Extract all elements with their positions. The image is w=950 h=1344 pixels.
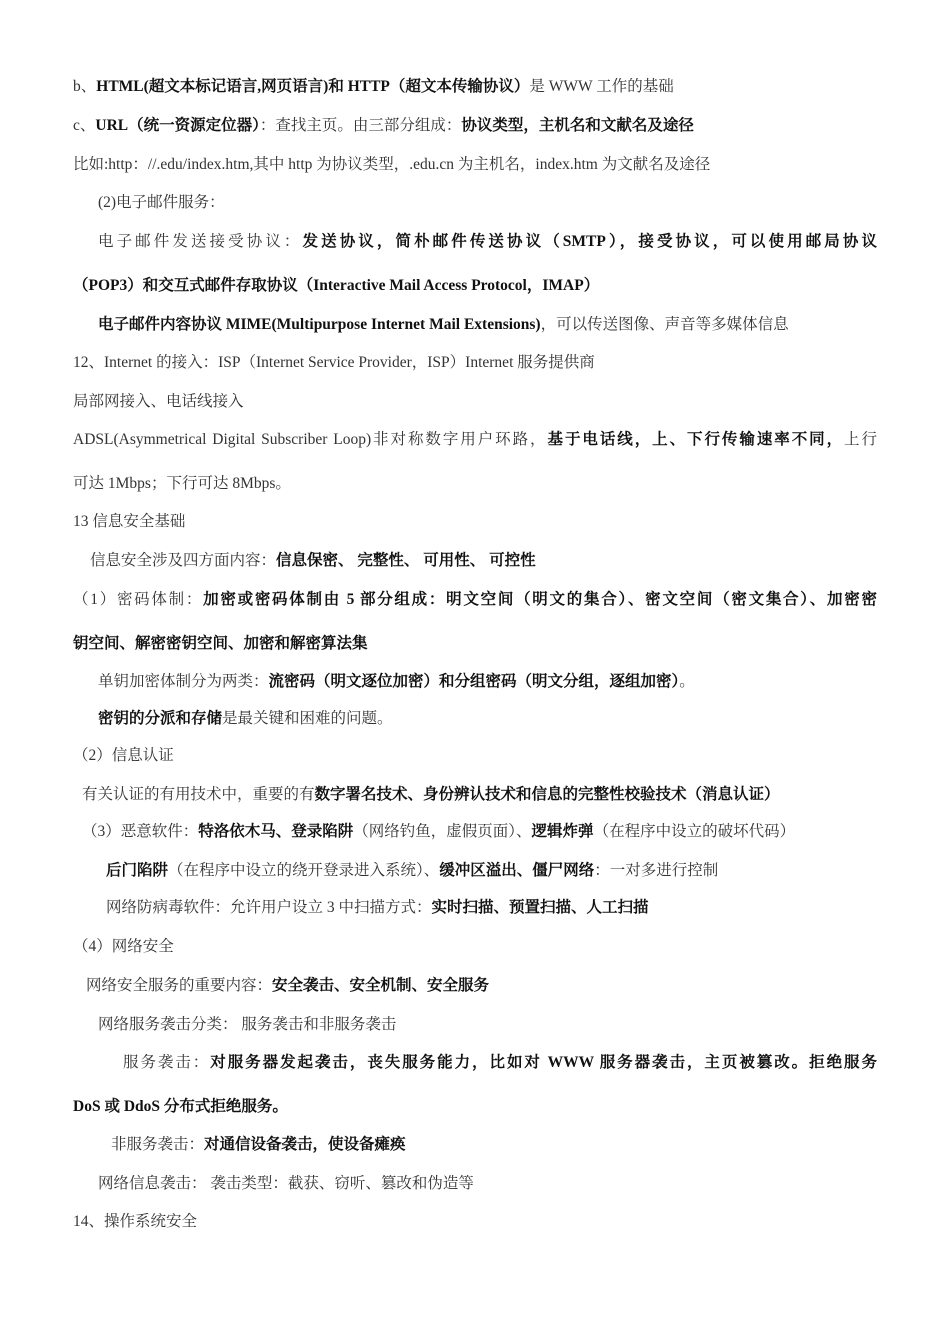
text-run-bold: 对通信设备袭击，使设备瘫痪: [204, 1136, 406, 1153]
text-run-bold: （POP3）和交互式邮件存取协议（Interactive Mail Access Protocol，IMAP）: [73, 277, 600, 294]
text-line-security-services: [86, 976, 877, 996]
text-run-bold: DoS 或 DdoS 分布式拒绝服务。: [73, 1098, 288, 1115]
text-line-crypto-system: [73, 590, 877, 610]
text-line-non-service-attack: [111, 1135, 877, 1155]
text-run: （网络钓鱼，虚假页面）、: [353, 823, 532, 840]
text-line-single-key: [98, 672, 877, 692]
text-run: （在程序中设立的破坏代码）: [593, 823, 796, 840]
text-run: ：一对多进行控制: [594, 862, 719, 879]
text-line-dos: [73, 1097, 877, 1117]
text-run: 局部网接入、电话线接入: [73, 393, 244, 410]
text-run-bold: 后门陷阱: [106, 862, 169, 879]
text-line-service-attack: [123, 1053, 877, 1073]
text-run-bold: 基于电话线，上、下行传输速率不同，: [547, 431, 845, 448]
text-run: 网络服务袭击分类： 服务袭击和非服务袭击: [98, 1016, 397, 1033]
text-line-email-protocols: [98, 232, 877, 252]
text-run: 比如:http：//.edu/index.htm,其中 http 为协议类型，.edu.cn 为主机名，index.htm 为文献名及途径: [73, 156, 711, 173]
text-run: 是 WWW 工作的基础: [529, 78, 674, 95]
text-run-bold: URL（统一资源定位器）: [95, 117, 260, 134]
text-run-bold: 实时扫描、预置扫描、人工扫描: [431, 899, 649, 916]
text-line-pop3-imap: [73, 276, 877, 296]
text-run-bold: 协议类型，主机名和文献名及途径: [461, 117, 694, 134]
text-run: （1）密码体制：: [73, 591, 204, 608]
text-run: 12、Internet 的接入：ISP（Internet Service Provider，ISP）Internet 服务提供商: [73, 354, 595, 371]
text-run: (2)电子邮件服务：: [98, 194, 225, 211]
text-run: 电子邮件发送接受协议：: [98, 233, 303, 250]
text-line-malware: [82, 822, 877, 842]
text-run: b、: [73, 78, 97, 95]
text-run-bold: 信息保密、 完整性、 可用性、 可控性: [276, 552, 536, 569]
text-run: ：查找主页。由三部分组成：: [259, 117, 462, 134]
text-run: ADSL(Asymmetrical Digital Subscriber Loop)非对称数字用户环路，: [73, 431, 548, 448]
text-run: 单钥加密体制分为两类：: [98, 673, 269, 690]
text-run: 可达 1Mbps；下行可达 8Mbps。: [73, 475, 291, 492]
text-run: 信息安全涉及四方面内容：: [90, 552, 277, 569]
section-heading-14: [73, 1212, 877, 1232]
text-line-auth-tech: [82, 785, 877, 805]
text-run: ，可以传送图像、声音等多媒体信息: [540, 316, 789, 333]
text-run-bold: 加密或密码体制由 5 部分组成：明文空间（明文的集合）、密文空间（密文集合）、加密密: [203, 591, 877, 608]
text-run-bold: 安全袭击、安全机制、安全服务: [272, 977, 490, 994]
text-run-bold: 钥空间、解密密钥空间、加密和解密算法集: [73, 635, 368, 652]
text-line-info-attack: [98, 1174, 877, 1194]
text-run-bold: 数字署名技术、身份辨认技术和信息的完整性校验技术（消息认证）: [314, 786, 780, 803]
text-run-bold: HTML(超文本标记语言,网页语言)和 HTTP（超文本传输协议）: [96, 78, 530, 95]
text-line-c-url: [73, 116, 877, 136]
section-heading-13: [73, 512, 877, 532]
text-run: （在程序中设立的绕开登录进入系统）、: [168, 862, 440, 879]
text-run-bold: 发送协议，简朴邮件传送协议（SMTP），接受协议，可以使用邮局协议: [302, 233, 877, 250]
text-line-key-distribution: [98, 709, 877, 729]
text-run: （3）恶意软件：: [82, 823, 199, 840]
text-line-email-service: [98, 193, 877, 213]
text-line-internet-access: [73, 353, 877, 373]
text-run-bold: 密钥的分派和存储: [98, 710, 223, 727]
text-run: 上行: [844, 431, 877, 448]
text-line-attack-types: [98, 1015, 877, 1035]
text-line-network-security: [73, 937, 877, 957]
text-run: 是最关键和困难的问题。: [222, 710, 393, 727]
text-run-bold: 特洛依木马、登录陷阱: [198, 823, 354, 840]
text-line-b-html: [73, 77, 877, 97]
text-run-bold: 逻辑炸弹: [531, 823, 594, 840]
text-run-bold: 缓冲区溢出、僵尸网络: [439, 862, 595, 879]
text-run-bold: 流密码（明文逐位加密）和分组密码（明文分组，逐组加密）: [268, 673, 680, 690]
text-line-lan-access: [73, 392, 877, 412]
text-run: 服务袭击：: [123, 1054, 211, 1071]
text-run: c、: [73, 117, 96, 134]
text-run-bold: 对服务器发起袭击，丧失服务能力，比如对 WWW 服务器袭击，主页被篡改。拒绝服务: [210, 1054, 877, 1071]
text-line-adsl: [73, 430, 877, 450]
text-line-key-spaces: [73, 634, 877, 654]
text-run: （2）信息认证: [73, 747, 174, 764]
text-line-mime: [98, 315, 877, 335]
text-line-url-example: [73, 155, 877, 175]
text-run: （4）网络安全: [73, 938, 174, 955]
text-run: 。: [679, 673, 695, 690]
text-run: 14、操作系统安全: [73, 1213, 198, 1230]
text-run: 网络防病毒软件：允许用户设立 3 中扫描方式：: [106, 899, 432, 916]
text-run: 有关认证的有用技术中，重要的有: [82, 786, 315, 803]
text-line-security-aspects: [90, 551, 877, 571]
text-run: 13 信息安全基础: [73, 513, 186, 530]
text-line-adsl-speed: [73, 474, 877, 494]
text-line-backdoor: [106, 861, 877, 881]
text-line-info-auth: [73, 746, 877, 766]
text-run: 非服务袭击：: [111, 1136, 205, 1153]
text-run-bold: 电子邮件内容协议 MIME(Multipurpose Internet Mail Extensions): [98, 316, 541, 333]
text-run: 网络信息袭击： 袭击类型：截获、窃听、篡改和伪造等: [98, 1175, 474, 1192]
text-line-antivirus: [106, 898, 877, 918]
text-run: 网络安全服务的重要内容：: [86, 977, 273, 994]
